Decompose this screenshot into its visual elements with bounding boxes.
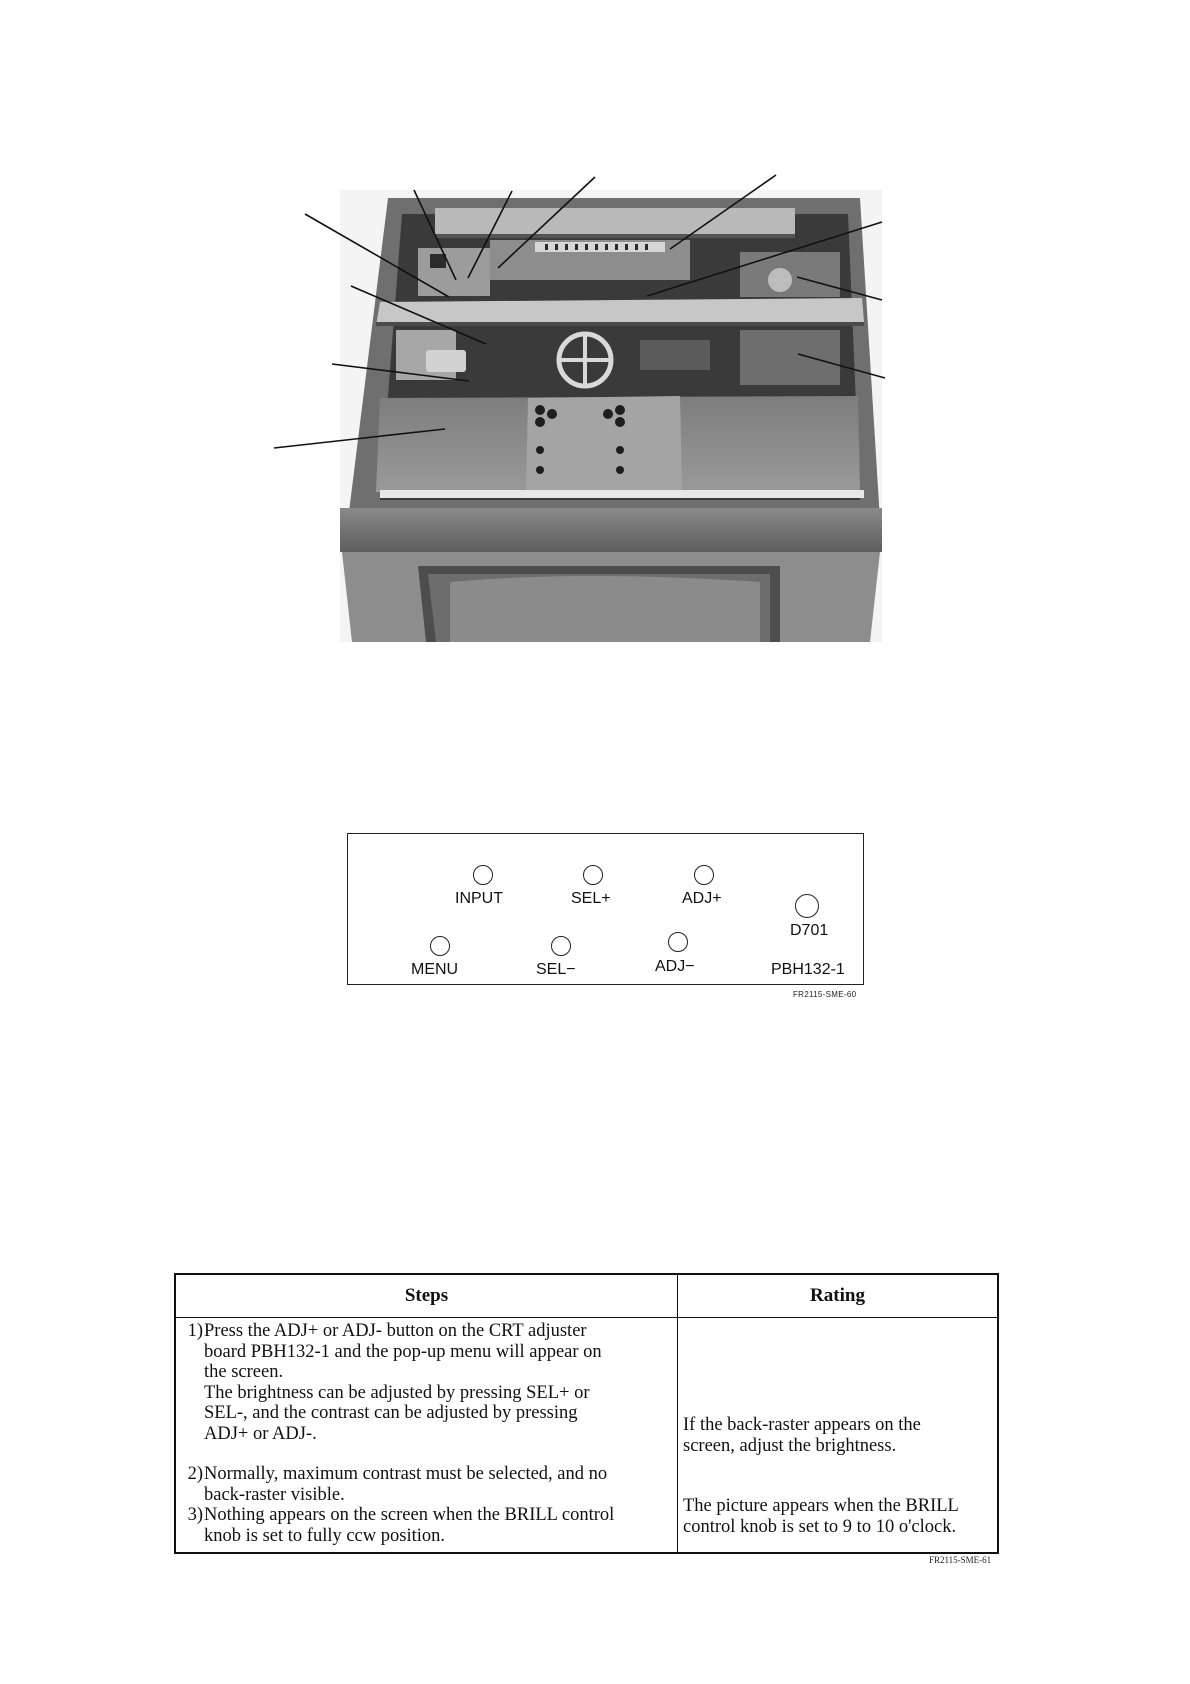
chassis-illustration <box>340 190 882 642</box>
step-1-line: The brightness can be adjusted by pressing SEL+ or <box>204 1382 590 1403</box>
rating-cell <box>678 1318 999 1554</box>
d701-led-indicator <box>795 894 819 918</box>
rating-text-2 <box>683 1496 991 1537</box>
step-2-number: 2) <box>187 1464 203 1484</box>
step-1-number: 1) <box>187 1321 203 1341</box>
step-1-line: the screen. <box>204 1362 284 1382</box>
menu-button-label: MENU <box>411 961 459 978</box>
steps-column-header: Steps <box>175 1274 678 1318</box>
step-1-line: ADJ+ or ADJ-. <box>204 1423 317 1444</box>
menu-button[interactable] <box>430 936 450 956</box>
sel-minus-button-label: SEL− <box>536 961 576 978</box>
tv-chassis-photo <box>340 190 882 642</box>
step-3-number: 3) <box>187 1505 203 1525</box>
rating-column-header: Rating <box>678 1274 999 1318</box>
step-2-line: back-raster visible. <box>204 1484 345 1505</box>
table-row <box>175 1318 998 1554</box>
step-1-line: SEL-, and the contrast can be adjusted by pressing <box>204 1403 578 1423</box>
step-1 <box>180 1321 667 1444</box>
board-name: PBH132-1 <box>771 961 845 978</box>
steps-cell <box>175 1318 678 1554</box>
table-figure-code: FR2115-SME-61 <box>929 1555 992 1565</box>
crt-adjuster-board-diagram <box>347 833 864 985</box>
sel-plus-button[interactable] <box>583 865 603 885</box>
adj-minus-button-label: ADJ− <box>655 958 695 975</box>
d701-led-label: D701 <box>790 922 829 939</box>
rating-line: If the back-raster appears on the <box>683 1415 921 1435</box>
sel-plus-button-label: SEL+ <box>571 890 611 907</box>
adj-plus-button[interactable] <box>694 865 714 885</box>
board-figure-code: FR2115-SME-60 <box>793 990 857 999</box>
step-3-line: Nothing appears on the screen when the BRILL control <box>204 1505 615 1525</box>
rating-line: The picture appears when the BRILL <box>683 1496 959 1516</box>
adj-minus-button[interactable] <box>668 932 688 952</box>
adjustment-steps-table <box>174 1273 999 1554</box>
adj-plus-button-label: ADJ+ <box>682 890 722 907</box>
sel-minus-button[interactable] <box>551 936 571 956</box>
step-1-line: Press the ADJ+ or ADJ- button on the CRT adjuster <box>204 1321 587 1341</box>
rating-line: control knob is set to 9 to 10 o'clock. <box>683 1516 957 1537</box>
rating-line: screen, adjust the brightness. <box>683 1435 897 1456</box>
step-2 <box>180 1464 667 1505</box>
input-button-label: INPUT <box>455 890 503 907</box>
rating-text-1 <box>683 1415 991 1456</box>
table-header-row <box>175 1274 998 1318</box>
input-button[interactable] <box>473 865 493 885</box>
step-1-line: board PBH132-1 and the pop-up menu will appear on <box>204 1341 602 1362</box>
step-3-line: knob is set to fully ccw position. <box>204 1525 445 1546</box>
step-3 <box>180 1505 667 1546</box>
step-2-line: Normally, maximum contrast must be selected, and no <box>204 1464 608 1484</box>
